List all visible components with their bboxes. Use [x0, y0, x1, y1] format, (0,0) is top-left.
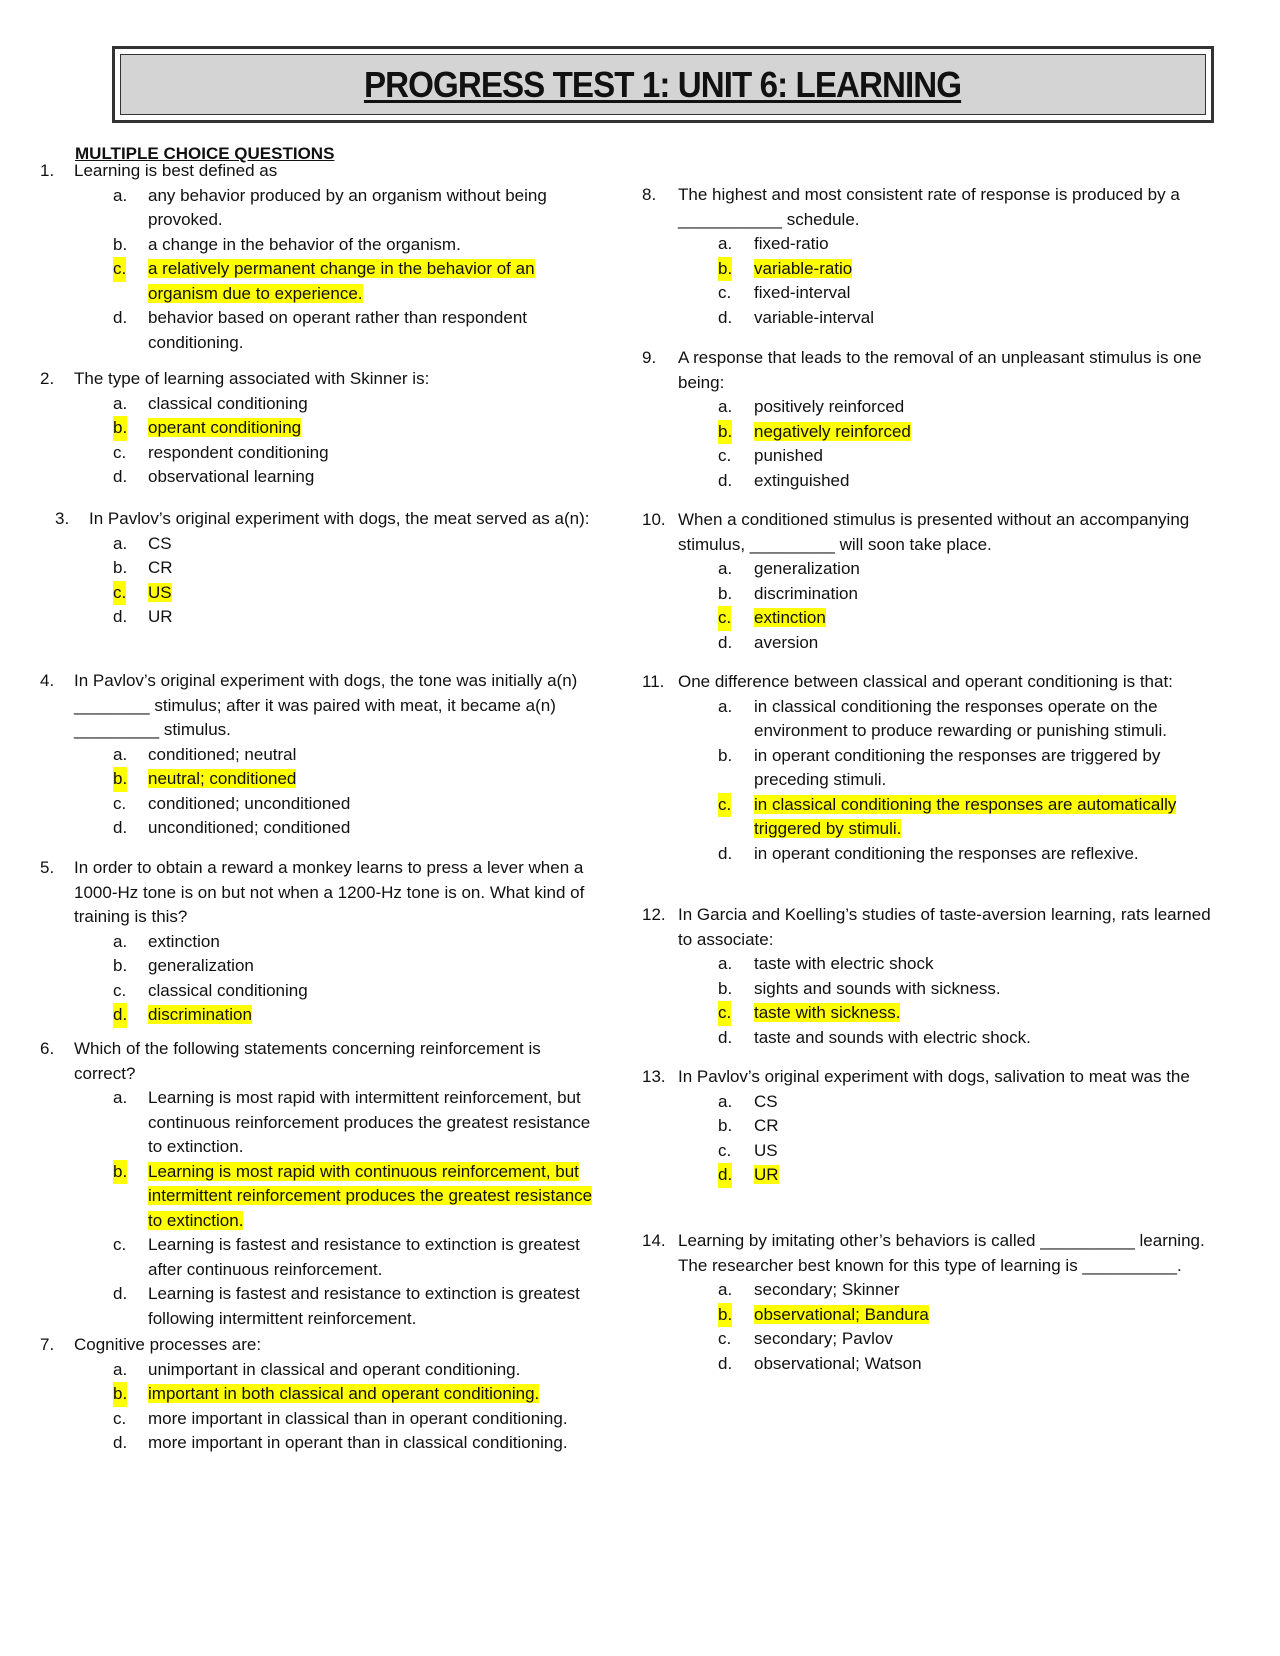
option	[642, 306, 1212, 331]
question	[642, 508, 1212, 655]
question	[40, 856, 600, 1028]
question	[40, 507, 600, 630]
option-text	[148, 954, 598, 979]
option-text	[148, 792, 598, 817]
option-text-content: taste with sickness.	[754, 1003, 901, 1022]
option-text	[754, 1163, 1202, 1188]
question-number: 14.	[642, 1231, 666, 1250]
option-text-content: discrimination	[148, 1005, 252, 1024]
option	[642, 1327, 1212, 1352]
option-text	[148, 767, 598, 792]
option-highlighted-answer	[642, 420, 1212, 445]
option-text	[754, 420, 1202, 445]
option-highlighted-answer	[642, 793, 1212, 842]
option-letter: c.	[718, 1329, 732, 1348]
question-number: 2.	[40, 369, 55, 388]
option-letter: c.	[113, 581, 126, 606]
option	[40, 556, 600, 581]
option-letter: a.	[113, 931, 128, 951]
option-text	[148, 1233, 598, 1282]
option-letter: b.	[113, 234, 128, 254]
option-text-content: behavior based on operant rather than respondent conditioning.	[148, 308, 527, 352]
option-text	[148, 441, 598, 466]
option	[40, 532, 600, 557]
option-text	[754, 1139, 1202, 1164]
question-number: 13.	[642, 1067, 666, 1086]
question-number: 8.	[642, 185, 657, 204]
title-banner	[120, 54, 1206, 115]
option-text	[148, 1086, 598, 1160]
question	[40, 367, 600, 490]
option-text-content: classical conditioning	[148, 393, 308, 413]
option-text	[754, 1090, 1202, 1115]
option-highlighted-answer	[40, 1160, 600, 1234]
option-text	[754, 952, 1202, 977]
option-text-content: punished	[754, 446, 824, 465]
question	[40, 669, 600, 841]
option	[642, 582, 1212, 607]
option-text-content: taste and sounds with electric shock.	[754, 1027, 1031, 1047]
option-letter: d.	[718, 470, 733, 490]
option-text	[754, 606, 1202, 631]
option	[40, 743, 600, 768]
question-text: Cognitive processes are:	[74, 1335, 262, 1354]
option-letter: c.	[113, 980, 127, 1000]
option-letter: a.	[718, 397, 733, 416]
option-letter: a.	[718, 559, 733, 578]
option	[40, 306, 600, 355]
option-text	[754, 557, 1202, 582]
option	[642, 1352, 1212, 1377]
option	[642, 444, 1212, 469]
option-text	[754, 1278, 1202, 1303]
option-text-content: more important in operant than in classical conditioning.	[148, 1433, 568, 1452]
option-letter: b.	[113, 956, 128, 975]
option-text-content: variable-ratio	[754, 258, 853, 278]
option-letter: d.	[113, 1003, 127, 1028]
option-text-content: secondary; Pavlov	[754, 1329, 893, 1348]
option-text-content: extinguished	[754, 470, 850, 490]
option	[642, 281, 1212, 306]
option-text-content: aversion	[754, 632, 819, 652]
option-text	[148, 816, 598, 841]
option-text	[754, 744, 1202, 793]
option-letter: b.	[718, 257, 732, 282]
option-text-content: respondent conditioning	[148, 442, 329, 462]
question-text: In Pavlov’s original experiment with dogs, the tone was initially a(n) ________ stimulus; after it was paired with meat, it became a(n) _________ stimulus.	[74, 671, 578, 739]
option	[642, 744, 1212, 793]
option	[642, 1278, 1212, 1303]
option-letter: a.	[718, 234, 733, 253]
option-letter: a.	[113, 533, 128, 553]
option-letter: c.	[718, 1001, 731, 1026]
option-text-content: positively reinforced	[754, 397, 905, 416]
option-letter: a.	[113, 1088, 128, 1107]
option-highlighted-answer	[40, 767, 600, 792]
option-letter: d.	[718, 1163, 732, 1188]
question	[642, 1229, 1212, 1376]
option	[40, 1407, 600, 1432]
question-text: Learning is best defined as	[74, 161, 278, 180]
option	[642, 1139, 1212, 1164]
question-text: In order to obtain a reward a monkey learns to press a lever when a 1000-Hz tone is on but not when a 1200-Hz tone is on. What kind of training is this?	[74, 858, 585, 926]
option-text	[148, 184, 598, 233]
option-text-content: generalization	[754, 559, 860, 578]
question-number: 5.	[40, 858, 55, 877]
option-text-content: observational; Bandura	[754, 1304, 929, 1324]
question	[40, 159, 600, 355]
option-text	[754, 695, 1202, 744]
option-letter: b.	[113, 1160, 127, 1185]
option-text	[148, 1160, 598, 1234]
option-letter: a.	[718, 1280, 733, 1299]
option-letter: b.	[718, 583, 733, 603]
question-text: In Garcia and Koelling’s studies of taste-aversion learning, rats learned to associate:	[678, 905, 1211, 949]
option-letter: c.	[718, 606, 731, 631]
option-text	[148, 1282, 598, 1331]
option-text	[754, 469, 1202, 494]
option	[642, 1114, 1212, 1139]
option-text	[754, 1026, 1202, 1051]
page-title: PROGRESS TEST 1: UNIT 6: LEARNING	[364, 63, 962, 105]
option	[642, 631, 1212, 656]
option-text-content: classical conditioning	[148, 980, 308, 1000]
option-highlighted-answer	[642, 257, 1212, 282]
option-highlighted-answer	[40, 1003, 600, 1028]
option-text-content: neutral; conditioned	[148, 769, 297, 788]
option	[40, 392, 600, 417]
option-letter: d.	[113, 607, 128, 626]
option-letter: b.	[718, 978, 733, 998]
option-letter: d.	[718, 1353, 733, 1373]
option-highlighted-answer	[40, 416, 600, 441]
question	[642, 346, 1212, 493]
option-text	[148, 257, 598, 306]
question-text: The type of learning associated with Skinner is:	[74, 369, 430, 388]
option-letter: c.	[113, 1408, 127, 1428]
option-text-content: taste with electric shock	[754, 954, 934, 973]
option-text-content: unimportant in classical and operant conditioning.	[148, 1359, 521, 1379]
question-number: 12.	[642, 905, 666, 924]
option	[40, 1431, 600, 1456]
question-number: 7.	[40, 1335, 55, 1354]
question-text: Which of the following statements concerning reinforcement is correct?	[74, 1039, 541, 1083]
option-text-content: secondary; Skinner	[754, 1280, 900, 1299]
option-letter: d.	[718, 307, 733, 327]
question-number: 4.	[40, 671, 55, 690]
option-text-content: UR	[754, 1165, 779, 1184]
option-text	[148, 581, 598, 606]
option-text-content: in operant conditioning the responses are reflexive.	[754, 843, 1139, 863]
option	[642, 977, 1212, 1002]
option-text-content: generalization	[148, 956, 254, 975]
option	[40, 1282, 600, 1331]
option	[642, 1026, 1212, 1051]
option-text-content: Learning is most rapid with intermittent reinforcement, but continuous reinforcement produces the greatest resistance to extinction.	[148, 1088, 591, 1156]
option-highlighted-answer	[642, 1163, 1212, 1188]
option-letter: a.	[113, 185, 128, 205]
option	[642, 842, 1212, 867]
option-letter: b.	[113, 416, 127, 441]
question-number: 1.	[40, 161, 55, 180]
option-letter: c.	[113, 257, 126, 282]
option-text	[754, 793, 1202, 842]
option-text	[754, 306, 1202, 331]
option-text	[148, 1407, 598, 1432]
option	[642, 395, 1212, 420]
option-text-content: observational learning	[148, 467, 315, 486]
option-text	[754, 582, 1202, 607]
option	[40, 954, 600, 979]
option	[642, 695, 1212, 744]
option-text-content: in operant conditioning the responses are triggered by preceding stimuli.	[754, 745, 1161, 789]
option-text-content: sights and sounds with sickness.	[754, 978, 1001, 998]
option-letter: d.	[113, 818, 128, 837]
option-text	[148, 605, 598, 630]
option-text-content: US	[754, 1140, 778, 1160]
option-highlighted-answer	[40, 581, 600, 606]
option-letter: c.	[113, 1235, 127, 1254]
option-text	[148, 1382, 598, 1407]
option-text	[148, 465, 598, 490]
option-text-content: CR	[148, 558, 173, 577]
option-text	[754, 631, 1202, 656]
option-text-content: extinction	[148, 931, 220, 951]
option-letter: d.	[113, 308, 128, 327]
option	[40, 441, 600, 466]
question-text: In Pavlov’s original experiment with dogs, salivation to meat was the	[678, 1067, 1190, 1086]
option-text-content: fixed-interval	[754, 283, 851, 302]
option-text	[148, 532, 598, 557]
option-text	[148, 392, 598, 417]
option-highlighted-answer	[642, 1303, 1212, 1328]
option-text	[148, 1003, 598, 1028]
option-letter: c.	[113, 793, 127, 813]
question	[642, 1065, 1212, 1188]
option-text-content: in classical conditioning the responses operate on the environment to produce rewarding or punishing stimuli.	[754, 696, 1167, 740]
question-number: 3.	[55, 509, 70, 528]
option-text	[148, 1358, 598, 1383]
option-text	[754, 232, 1202, 257]
option-text-content: CR	[754, 1116, 779, 1135]
option-text-content: Learning is fastest and resistance to extinction is greatest following intermittent reinforcement.	[148, 1284, 580, 1328]
option-text	[148, 979, 598, 1004]
question	[40, 1037, 600, 1331]
option-text	[148, 556, 598, 581]
option-letter: b.	[113, 558, 128, 577]
option-text-content: CS	[148, 533, 172, 553]
option-letter: c.	[718, 1140, 732, 1160]
option-letter: b.	[113, 767, 127, 792]
option-text-content: observational; Watson	[754, 1353, 922, 1373]
option-text	[754, 257, 1202, 282]
option-text	[148, 743, 598, 768]
option-letter: b.	[718, 420, 732, 445]
question-number: 11.	[642, 672, 665, 691]
option-letter: d.	[113, 467, 128, 486]
option-letter: a.	[113, 744, 128, 764]
option-letter: c.	[113, 442, 127, 462]
option	[642, 557, 1212, 582]
option	[40, 792, 600, 817]
option-text-content: Learning is fastest and resistance to extinction is greatest after continuous reinforcement.	[148, 1235, 580, 1279]
option-text	[148, 930, 598, 955]
option-highlighted-answer	[642, 606, 1212, 631]
option-letter: a.	[718, 1091, 733, 1111]
option-text	[148, 416, 598, 441]
option	[40, 816, 600, 841]
option	[642, 469, 1212, 494]
question-number: 10.	[642, 510, 666, 529]
option-text-content: fixed-ratio	[754, 234, 829, 253]
option-text	[148, 306, 598, 355]
option-letter: b.	[718, 1303, 732, 1328]
option-text-content: CS	[754, 1091, 778, 1111]
option-letter: a.	[113, 1359, 128, 1379]
question-number: 9.	[642, 348, 657, 367]
option-letter: b.	[718, 745, 733, 765]
option-text-content: negatively reinforced	[754, 421, 911, 441]
option-text	[148, 1431, 598, 1456]
option-text	[754, 1001, 1202, 1026]
option-letter: b.	[718, 1116, 733, 1135]
option-text	[754, 1114, 1202, 1139]
option-highlighted-answer	[40, 257, 600, 306]
question	[642, 183, 1212, 330]
option-text	[754, 1352, 1202, 1377]
section-heading: MULTIPLE CHOICE QUESTIONS	[75, 144, 335, 163]
option-letter: c.	[718, 793, 731, 818]
option	[40, 1358, 600, 1383]
option-letter: d.	[718, 843, 733, 863]
option-letter: b.	[113, 1382, 127, 1407]
option-text	[754, 1327, 1202, 1352]
question-text: Learning by imitating other’s behaviors is called __________ learning. The researcher best known for this type of learning is __________.	[678, 1231, 1205, 1275]
option-letter: d.	[718, 1027, 733, 1047]
question	[642, 903, 1212, 1050]
option-text-content: operant conditioning	[148, 418, 302, 437]
option	[40, 930, 600, 955]
option-text-content: extinction	[754, 608, 826, 627]
title-box	[112, 46, 1214, 123]
option-text	[754, 395, 1202, 420]
option-text-content: conditioned; neutral	[148, 744, 297, 764]
question-number: 6.	[40, 1039, 55, 1058]
option-letter: c.	[718, 283, 732, 302]
option-text	[148, 233, 598, 258]
option	[642, 952, 1212, 977]
option-text	[754, 842, 1202, 867]
question	[40, 1333, 600, 1456]
option-text	[754, 444, 1202, 469]
option	[40, 184, 600, 233]
question	[642, 670, 1212, 866]
option	[642, 232, 1212, 257]
option-text-content: variable-interval	[754, 307, 874, 327]
option	[40, 465, 600, 490]
option-text	[754, 281, 1202, 306]
option	[40, 1233, 600, 1282]
option-letter: d.	[113, 1433, 128, 1452]
option-text	[754, 977, 1202, 1002]
option-letter: a.	[718, 954, 733, 973]
option-text-content: Learning is most rapid with continuous reinforcement, but intermittent reinforcement produces the greatest resistance to extinction.	[148, 1161, 593, 1230]
option-text-content: in classical conditioning the responses are automatically triggered by stimuli.	[754, 794, 1177, 838]
question-text: In Pavlov’s original experiment with dogs, the meat served as a(n):	[89, 509, 590, 528]
option-text-content: a change in the behavior of the organism.	[148, 234, 461, 254]
option	[40, 979, 600, 1004]
question-text: One difference between classical and operant conditioning is that:	[678, 672, 1173, 691]
option-letter: a.	[113, 393, 128, 413]
option-letter: a.	[718, 696, 733, 716]
option-letter: d.	[113, 1284, 128, 1303]
option-letter: d.	[718, 632, 733, 652]
option-text-content: UR	[148, 607, 173, 626]
option-text-content: a relatively permanent change in the behavior of an organism due to experience.	[148, 259, 535, 303]
option-text	[754, 1303, 1202, 1328]
option-text-content: any behavior produced by an organism without being provoked.	[148, 185, 547, 229]
option	[40, 605, 600, 630]
option-letter: c.	[718, 446, 732, 465]
question-text: When a conditioned stimulus is presented without an accompanying stimulus, _________ will soon take place.	[678, 510, 1190, 554]
option-highlighted-answer	[40, 1382, 600, 1407]
option-text-content: unconditioned; conditioned	[148, 818, 351, 837]
option-highlighted-answer	[642, 1001, 1212, 1026]
option-text-content: discrimination	[754, 583, 858, 603]
option-text-content: more important in classical than in operant conditioning.	[148, 1408, 568, 1428]
option	[642, 1090, 1212, 1115]
option	[40, 1086, 600, 1160]
question-text: A response that leads to the removal of an unpleasant stimulus is one being:	[678, 348, 1202, 392]
option-text-content: important in both classical and operant conditioning.	[148, 1384, 540, 1403]
option-text-content: US	[148, 582, 172, 602]
option-text-content: conditioned; unconditioned	[148, 793, 351, 813]
option	[40, 233, 600, 258]
question-text: The highest and most consistent rate of response is produced by a ___________ schedule.	[678, 185, 1180, 229]
